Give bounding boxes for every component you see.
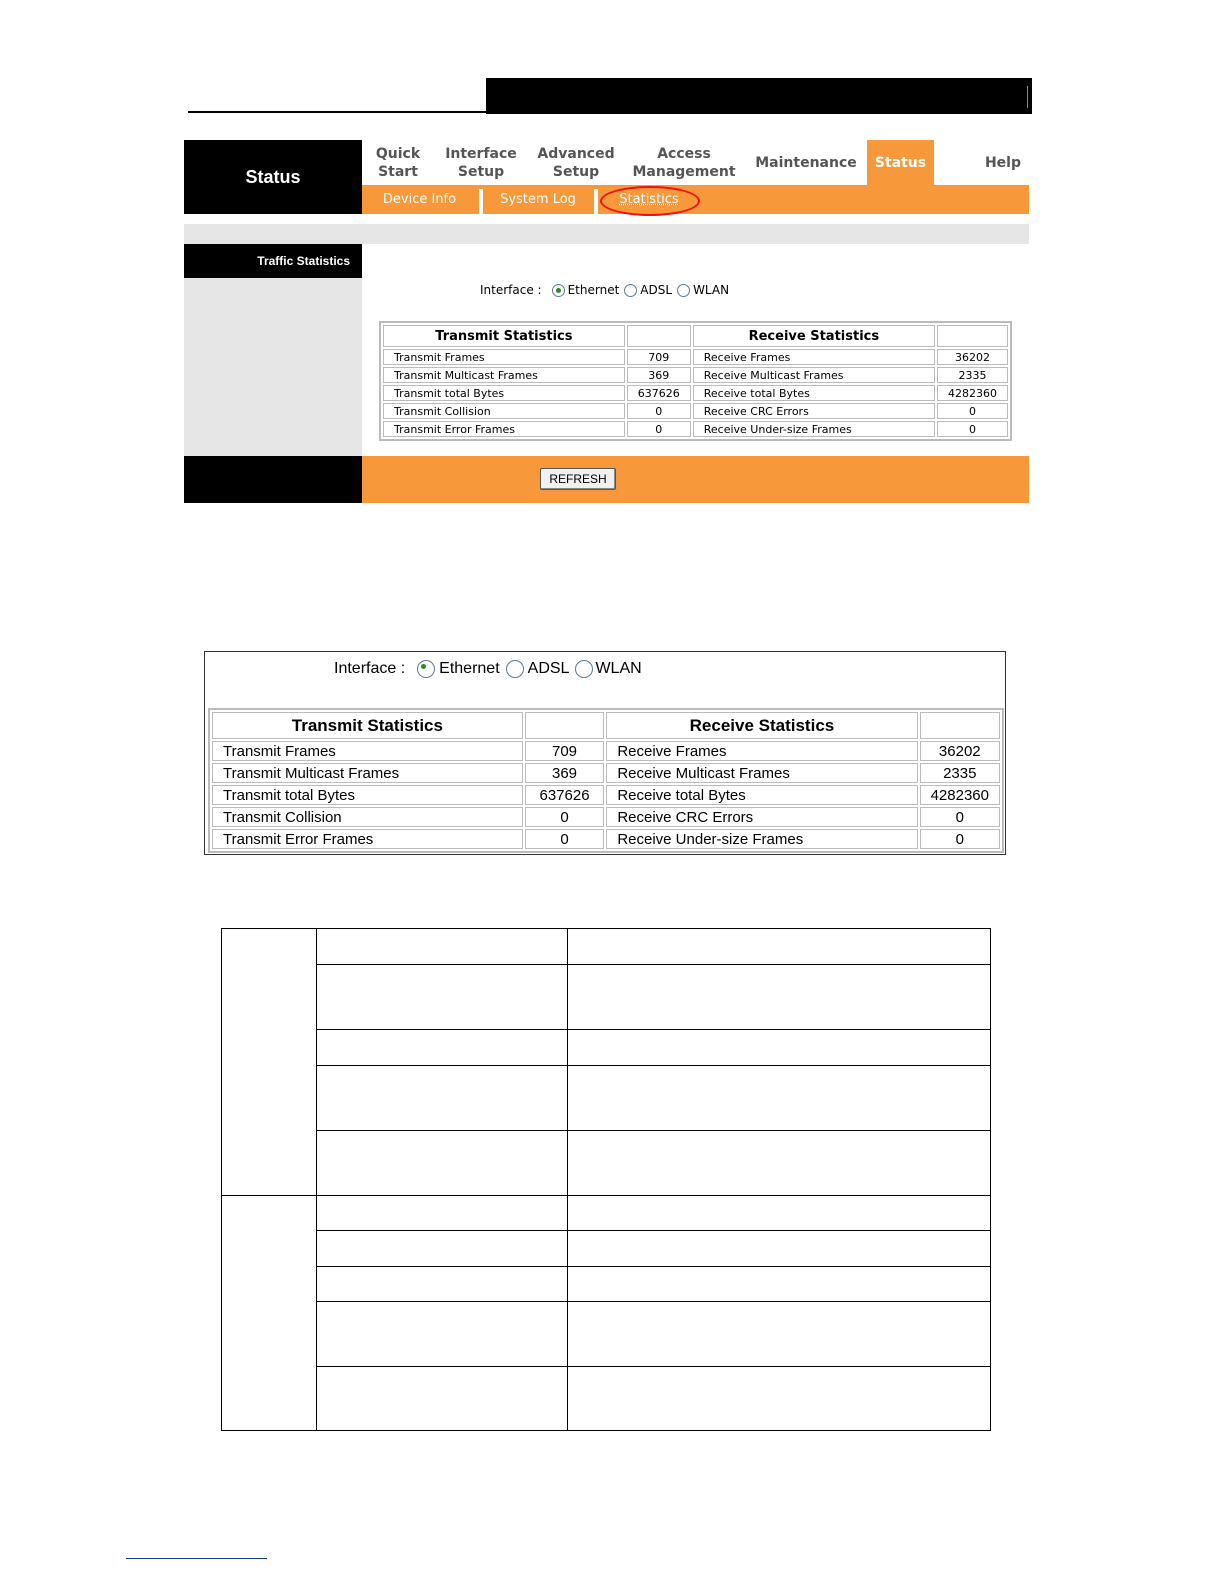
radio-adsl[interactable] <box>506 660 524 678</box>
receive-value: 0 <box>920 807 1000 827</box>
receive-value: 0 <box>937 403 1008 419</box>
interface-label: Interface : <box>480 283 542 297</box>
tab-interface-setup[interactable]: Interface Setup <box>445 145 517 180</box>
footer-bar <box>362 456 1029 503</box>
refresh-button[interactable]: REFRESH <box>540 468 616 490</box>
table-row <box>212 763 1000 783</box>
stats-table-zoomed <box>208 708 1004 853</box>
table-row <box>383 367 1008 383</box>
table-row <box>212 829 1000 849</box>
footer-link-underline <box>126 1558 267 1559</box>
section-title: Status <box>184 140 362 214</box>
zoomed-stats-panel <box>204 651 1006 855</box>
tab-maintenance[interactable]: Maintenance <box>755 154 857 171</box>
receive-label: Receive CRC Errors <box>606 807 917 827</box>
receive-label: Receive CRC Errors <box>693 403 935 419</box>
blank-header <box>937 325 1008 347</box>
tab-access-management[interactable]: Access Management <box>632 145 736 180</box>
receive-header: Receive Statistics <box>693 325 935 347</box>
blank-header <box>627 325 691 347</box>
transmit-value: 0 <box>627 421 691 437</box>
transmit-value: 0 <box>525 829 605 849</box>
table-row <box>212 807 1000 827</box>
receive-label: Receive Frames <box>606 741 917 761</box>
transmit-label: Transmit Multicast Frames <box>212 763 523 783</box>
radio-ethernet[interactable] <box>552 284 565 297</box>
highlight-circle <box>600 186 700 216</box>
receive-value: 0 <box>937 421 1008 437</box>
radio-ethernet[interactable] <box>417 660 435 678</box>
transmit-value: 0 <box>525 807 605 827</box>
transmit-label: Transmit Error Frames <box>212 829 523 849</box>
subtab-device-info[interactable]: Device Info <box>382 192 457 207</box>
transmit-value: 709 <box>525 741 605 761</box>
transmit-label: Transmit Error Frames <box>383 421 625 437</box>
subtab-statistics[interactable]: Statistics <box>619 192 679 207</box>
footer-left <box>184 456 362 503</box>
receive-label: Receive total Bytes <box>606 785 917 805</box>
transmit-value: 369 <box>627 367 691 383</box>
radio-ethernet-label: Ethernet <box>439 660 500 677</box>
subnav-divider <box>479 189 483 214</box>
table-row <box>212 785 1000 805</box>
transmit-value: 637626 <box>525 785 605 805</box>
transmit-label: Transmit Frames <box>212 741 523 761</box>
table-row <box>383 421 1008 437</box>
blank-header <box>525 712 605 739</box>
sidebar-panel <box>184 278 362 456</box>
receive-value: 2335 <box>937 367 1008 383</box>
radio-wlan[interactable] <box>575 660 593 678</box>
receive-value: 2335 <box>920 763 1000 783</box>
interface-label: Interface : <box>334 660 406 677</box>
receive-label: Receive Under-size Frames <box>606 829 917 849</box>
subnav-divider <box>594 189 598 214</box>
transmit-header: Transmit Statistics <box>383 325 625 347</box>
receive-label: Receive Frames <box>693 349 935 365</box>
receive-label: Receive total Bytes <box>693 385 935 401</box>
description-table <box>221 928 991 1431</box>
blank-header <box>920 712 1000 739</box>
transmit-value: 0 <box>627 403 691 419</box>
transmit-label: Transmit Collision <box>383 403 625 419</box>
receive-value: 36202 <box>937 349 1008 365</box>
receive-label: Receive Multicast Frames <box>606 763 917 783</box>
sidebar-title: Traffic Statistics <box>184 244 362 278</box>
receive-header: Receive Statistics <box>606 712 917 739</box>
tab-advanced-setup[interactable]: Advanced Setup <box>537 145 615 180</box>
table-row <box>383 349 1008 365</box>
tab-quick-start[interactable]: Quick Start <box>375 145 421 180</box>
receive-value: 0 <box>920 829 1000 849</box>
transmit-label: Transmit Frames <box>383 349 625 365</box>
interface-selector-zoomed <box>334 658 642 680</box>
transmit-label: Transmit total Bytes <box>212 785 523 805</box>
radio-wlan[interactable] <box>677 284 690 297</box>
transmit-value: 369 <box>525 763 605 783</box>
subtab-system-log[interactable]: System Log <box>500 192 576 207</box>
tab-help[interactable]: Help <box>984 154 1022 171</box>
radio-adsl[interactable] <box>624 284 637 297</box>
header-rule <box>188 111 488 113</box>
table-row <box>383 385 1008 401</box>
content-band <box>184 224 1029 244</box>
table-row <box>383 403 1008 419</box>
sub-nav <box>362 185 1029 214</box>
tab-status[interactable]: Status <box>867 140 934 185</box>
transmit-header: Transmit Statistics <box>212 712 523 739</box>
transmit-value: 637626 <box>627 385 691 401</box>
transmit-label: Transmit Collision <box>212 807 523 827</box>
radio-wlan-label: WLAN <box>595 660 642 677</box>
table-row <box>212 741 1000 761</box>
transmit-label: Transmit total Bytes <box>383 385 625 401</box>
receive-label: Receive Under-size Frames <box>693 421 935 437</box>
transmit-value: 709 <box>627 349 691 365</box>
header-banner <box>486 78 1032 114</box>
radio-adsl-label: ADSL <box>527 660 570 677</box>
interface-selector <box>480 282 729 298</box>
stats-table <box>379 321 1012 441</box>
main-nav <box>362 140 1029 185</box>
radio-ethernet-label: Ethernet <box>567 283 620 297</box>
receive-value: 4282360 <box>920 785 1000 805</box>
radio-wlan-label: WLAN <box>693 283 730 297</box>
receive-value: 4282360 <box>937 385 1008 401</box>
receive-value: 36202 <box>920 741 1000 761</box>
receive-label: Receive Multicast Frames <box>693 367 935 383</box>
radio-adsl-label: ADSL <box>640 283 673 297</box>
transmit-label: Transmit Multicast Frames <box>383 367 625 383</box>
